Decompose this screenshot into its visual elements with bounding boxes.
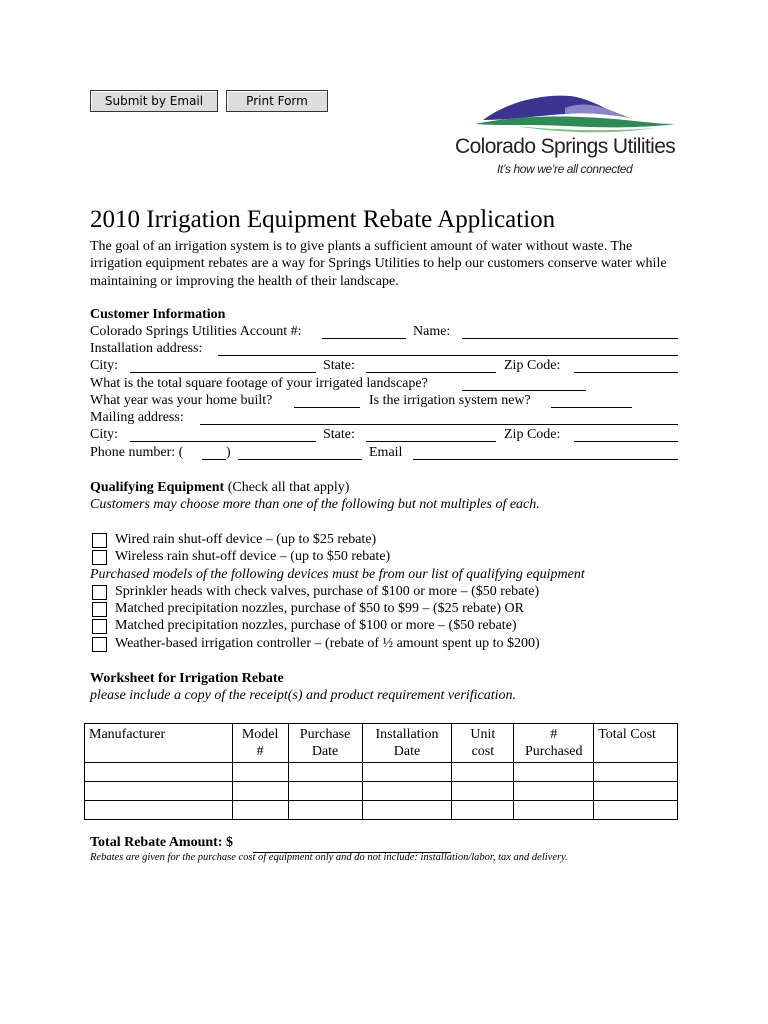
state-label: State: [323, 427, 355, 442]
option-label: Matched precipitation nozzles, purchase of $100 or more – ($50 rebate) [115, 618, 517, 633]
table-cell[interactable] [362, 782, 452, 801]
account-label: Colorado Springs Utilities Account #: [90, 324, 302, 339]
sqft-label: What is the total square footage of your irrigated landscape? [90, 376, 428, 391]
page-title: 2010 Irrigation Equipment Rebate Application [90, 206, 556, 233]
worksheet-header-row [85, 724, 678, 763]
footnote: Rebates are given for the purchase cost of equipment only and do not include: installation/labor, tax and delivery. [90, 852, 568, 863]
install-city-row [90, 358, 678, 375]
sqft-row [90, 376, 678, 393]
header-model: Model # [232, 724, 288, 763]
checkbox[interactable] [92, 533, 107, 548]
option-label: Wireless rain shut-off device – (up to $50 rebate) [115, 549, 391, 564]
table-cell[interactable] [452, 763, 514, 782]
account-field[interactable] [322, 324, 406, 339]
checkbox[interactable] [92, 619, 107, 634]
mailing-address-field[interactable] [200, 410, 678, 425]
account-row [90, 324, 678, 341]
year-row [90, 393, 678, 410]
mailing-city-field[interactable] [130, 427, 316, 442]
phone-label: Phone number: ( [90, 445, 184, 460]
install-address-label: Installation address: [90, 341, 203, 356]
install-state-field[interactable] [366, 358, 496, 373]
table-cell[interactable] [362, 801, 452, 820]
header-total-cost: Total Cost [594, 724, 678, 763]
models-note: Purchased models of the following devices must be from our list of qualifying equipment [90, 567, 585, 582]
table-cell[interactable] [362, 763, 452, 782]
phone-paren: ) [226, 445, 231, 460]
worksheet-table [84, 723, 678, 820]
system-new-field[interactable] [551, 393, 632, 408]
email-field[interactable] [413, 445, 678, 460]
table-row [85, 763, 678, 782]
city-label: City: [90, 358, 119, 373]
table-cell[interactable] [288, 782, 362, 801]
total-rebate-field[interactable] [253, 836, 451, 853]
equipment-heading-title: Qualifying Equipment [90, 480, 225, 495]
mailing-address-label: Mailing address: [90, 410, 184, 425]
email-label: Email [369, 445, 403, 460]
customer-info-heading: Customer Information [90, 307, 226, 322]
checkbox[interactable] [92, 550, 107, 565]
option-label: Matched precipitation nozzles, purchase of $50 to $99 – ($25 rebate) OR [115, 601, 524, 616]
header-installation-date: Installation Date [362, 724, 452, 763]
name-field[interactable] [462, 324, 678, 339]
mailing-state-field[interactable] [366, 427, 496, 442]
table-cell[interactable] [85, 782, 233, 801]
submit-by-email-button[interactable]: Submit by Email [90, 90, 218, 112]
checkbox[interactable] [92, 637, 107, 652]
worksheet-note: please include a copy of the receipt(s) and product requirement verification. [90, 688, 516, 703]
checkbox[interactable] [92, 602, 107, 617]
checkbox[interactable] [92, 585, 107, 600]
phone-number-field[interactable] [238, 445, 362, 460]
total-rebate-row [90, 835, 233, 851]
zip-label: Zip Code: [504, 427, 561, 442]
table-cell[interactable] [452, 801, 514, 820]
state-label: State: [323, 358, 355, 373]
mailing-city-row [90, 427, 678, 444]
table-cell[interactable] [288, 801, 362, 820]
header-manufacturer: Manufacturer [85, 724, 233, 763]
logo-tagline: It’s how we’re all connected [497, 162, 633, 176]
intro-paragraph: The goal of an irrigation system is to give plants a sufficient amount of water without waste. The irrigation equipment rebates are a way for Springs Utilities to help our customers conserve water while maintaining or improving the health of their landscape. [90, 239, 667, 289]
colorado-springs-utilities-logo [455, 90, 680, 182]
table-row [85, 801, 678, 820]
name-label: Name: [413, 324, 451, 339]
phone-area-code-field[interactable] [202, 445, 226, 460]
mailing-address-row [90, 410, 678, 427]
total-rebate-label: Total Rebate Amount: $ [90, 835, 233, 850]
table-cell[interactable] [288, 763, 362, 782]
sqft-field[interactable] [462, 376, 586, 391]
install-city-field[interactable] [130, 358, 316, 373]
logo-name: Colorado Springs Utilities [455, 135, 676, 158]
header-number-purchased: # Purchased [514, 724, 594, 763]
table-cell[interactable] [594, 763, 678, 782]
mailing-zip-field[interactable] [574, 427, 678, 442]
table-cell[interactable] [514, 763, 594, 782]
option-label: Weather-based irrigation controller – (rebate of ½ amount spent up to $200) [115, 636, 540, 651]
year-built-field[interactable] [294, 393, 360, 408]
phone-row [90, 445, 678, 462]
zip-label: Zip Code: [504, 358, 561, 373]
table-cell[interactable] [232, 763, 288, 782]
year-label: What year was your home built? [90, 393, 273, 408]
install-zip-field[interactable] [574, 358, 678, 373]
equipment-subnote: Customers may choose more than one of the following but not multiples of each. [90, 497, 540, 512]
equipment-heading-note: (Check all that apply) [224, 480, 350, 495]
table-row [85, 782, 678, 801]
table-cell[interactable] [514, 801, 594, 820]
print-form-button[interactable]: Print Form [226, 90, 328, 112]
install-address-field[interactable] [218, 341, 678, 356]
option-label: Wired rain shut-off device – (up to $25 rebate) [115, 532, 377, 547]
option-label: Sprinkler heads with check valves, purchase of $100 or more – ($50 rebate) [115, 584, 540, 599]
table-cell[interactable] [594, 801, 678, 820]
install-address-row [90, 341, 678, 358]
table-cell[interactable] [514, 782, 594, 801]
table-cell[interactable] [232, 782, 288, 801]
table-cell[interactable] [594, 782, 678, 801]
city-label: City: [90, 427, 119, 442]
system-new-label: Is the irrigation system new? [369, 393, 531, 408]
table-cell[interactable] [452, 782, 514, 801]
header-purchase-date: Purchase Date [288, 724, 362, 763]
equipment-heading [90, 480, 349, 496]
table-cell[interactable] [232, 801, 288, 820]
table-cell[interactable] [85, 763, 233, 782]
header-unit-cost: Unit cost [452, 724, 514, 763]
worksheet-heading: Worksheet for Irrigation Rebate [90, 671, 284, 686]
table-cell[interactable] [85, 801, 233, 820]
